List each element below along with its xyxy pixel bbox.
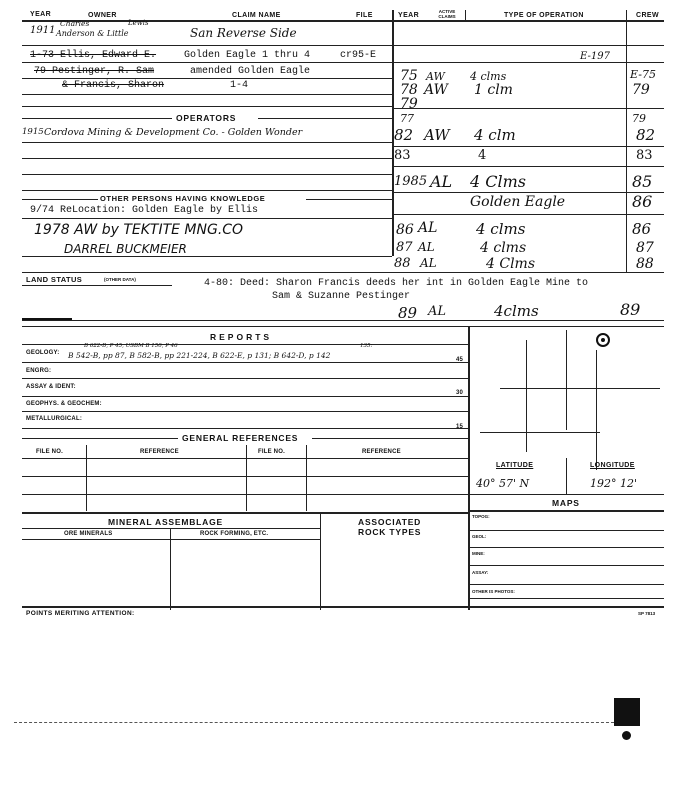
gen-ref-file-no-2: FILE NO. bbox=[258, 449, 285, 455]
other-persons-rule-left bbox=[22, 199, 98, 200]
activity-active: AL bbox=[418, 240, 435, 254]
gen-ref-rule-1 bbox=[22, 458, 468, 459]
gen-ref-reference-2: REFERENCE bbox=[362, 449, 401, 455]
maps-label: MAPS bbox=[552, 498, 580, 508]
other-persons-label: OTHER PERSONS HAVING KNOWLEDGE bbox=[100, 194, 266, 203]
land-status-bottom-rule bbox=[22, 320, 664, 321]
geology-hw-top: B 622-B, P 45, USBM B 150, P 46 bbox=[84, 343, 178, 349]
activity-type: Golden Eagle bbox=[470, 194, 566, 210]
form-number: SP 7813 bbox=[638, 611, 656, 616]
activity-active: AL bbox=[418, 220, 438, 236]
gen-ref-divider-2 bbox=[246, 445, 247, 511]
owner-row1-year: 1911 bbox=[30, 25, 56, 36]
owner-row1-name-b: Anderson & Little bbox=[56, 29, 129, 38]
map-grid-h1 bbox=[500, 388, 660, 389]
geology-hw-top2: 135: bbox=[360, 343, 373, 349]
operators-rule-4 bbox=[22, 190, 392, 191]
assoc-label-2: ROCK TYPES bbox=[358, 527, 422, 537]
other-persons-rule-right bbox=[306, 199, 392, 200]
activity-crew: 82 bbox=[636, 126, 656, 144]
activity-crew: 86 bbox=[632, 220, 652, 238]
land-status-hw-year: 89 bbox=[398, 304, 418, 322]
header-claim-name: CLAIM NAME bbox=[232, 12, 281, 19]
activity-year: 88 bbox=[394, 256, 411, 271]
maps-rule-1 bbox=[468, 530, 664, 531]
owner-row2: 1-73 Ellis, Edward E. bbox=[30, 50, 157, 61]
maps-rule-2 bbox=[468, 547, 664, 548]
activity-rule-7 bbox=[392, 214, 664, 215]
other-persons-rule-1 bbox=[22, 218, 392, 219]
activity-crew: 86 bbox=[632, 192, 653, 211]
reports-rule-3 bbox=[22, 396, 468, 397]
activity-crew: 79 bbox=[632, 82, 650, 98]
operator-year: 1915 bbox=[22, 127, 44, 137]
reports-rule-2 bbox=[22, 378, 468, 379]
registration-block bbox=[614, 698, 640, 726]
latitude-label: LATITUDE bbox=[496, 462, 534, 469]
maps-top-rule bbox=[468, 494, 664, 495]
gen-ref-rule-2 bbox=[22, 476, 468, 477]
activity-year: 79 bbox=[400, 96, 418, 112]
activity-active: AW bbox=[424, 82, 448, 98]
map-grid-v1 bbox=[526, 340, 527, 452]
mineral-divider bbox=[320, 512, 321, 610]
activity-rule-1 bbox=[392, 45, 664, 46]
land-status-hw-crew: 89 bbox=[620, 300, 641, 319]
owner-row2-claim: Golden Eagle 1 thru 4 bbox=[184, 50, 311, 61]
gen-ref-file-no: FILE NO. bbox=[36, 449, 63, 455]
activity-year: 87 bbox=[396, 240, 413, 255]
land-status-top-rule bbox=[22, 272, 664, 273]
active-column-divider bbox=[465, 10, 466, 22]
activity-active: AL bbox=[420, 256, 437, 270]
gen-ref-rule-4 bbox=[22, 512, 468, 514]
owner-row1-name-a: Charles bbox=[60, 19, 90, 28]
activity-crew: 79 bbox=[632, 112, 646, 125]
activity-active: AW bbox=[424, 126, 450, 144]
activity-crew: 83 bbox=[636, 148, 653, 163]
map-grid-h2 bbox=[480, 432, 600, 433]
reports-right-divider bbox=[468, 326, 470, 610]
lat-lon-divider bbox=[566, 458, 567, 494]
rock-forming-label: ROCK FORMING, ETC. bbox=[200, 531, 269, 537]
activity-type: 4 Clms bbox=[470, 172, 527, 191]
activity-rule-3 bbox=[392, 108, 664, 109]
ore-minerals-label: ORE MINERALS bbox=[64, 531, 113, 537]
activity-year: 77 bbox=[400, 112, 414, 125]
activity-crew: E-75 bbox=[630, 68, 656, 81]
activity-type: 1 clm bbox=[474, 82, 513, 98]
activity-year: 83 bbox=[394, 148, 411, 163]
activity-year: 1985 bbox=[394, 174, 428, 189]
reports-num-15: 15 bbox=[456, 424, 464, 430]
activity-type: 4 bbox=[478, 148, 487, 163]
land-status-text2: Sam & Suzanne Pestinger bbox=[272, 291, 411, 302]
owner-row1-name-c: Lewis bbox=[128, 19, 149, 27]
gen-ref-reference: REFERENCE bbox=[140, 449, 179, 455]
owner-row3-claim: amended Golden Eagle bbox=[190, 66, 311, 77]
mineral-label: MINERAL ASSEMBLAGE bbox=[108, 517, 223, 527]
land-status-label: LAND STATUS bbox=[26, 275, 83, 284]
operators-rule-right bbox=[258, 118, 392, 119]
header-active-claims: ACTIVE CLAIMS bbox=[438, 9, 456, 19]
map-assay-label: ASSAY: bbox=[472, 570, 489, 575]
activity-year: 75 bbox=[400, 68, 418, 84]
other-persons-hw1: 1978 AW by TEKTITE MNG.CO bbox=[34, 222, 244, 238]
activity-type: 4 clms bbox=[470, 70, 507, 83]
activity-rule-4 bbox=[392, 146, 664, 147]
reports-label: REPORTS bbox=[210, 332, 273, 342]
mineral-inner-divider bbox=[170, 528, 171, 610]
gen-ref-label: GENERAL REFERENCES bbox=[182, 433, 299, 443]
other-persons-rule-2 bbox=[22, 256, 392, 257]
geology-label: GEOLOGY: bbox=[26, 350, 60, 356]
reports-num-30: 30 bbox=[456, 390, 464, 396]
registration-dot bbox=[622, 731, 631, 740]
header-type-of-operation: TYPE OF OPERATION bbox=[504, 12, 584, 19]
owner-row-rule-1 bbox=[22, 45, 392, 46]
topog-label: TOPOG: bbox=[472, 514, 490, 519]
land-status-hw-active: AL bbox=[428, 304, 447, 319]
header-owner: OWNER bbox=[88, 12, 117, 19]
geophys-label: GEOPHYS. & GEOCHEM: bbox=[26, 401, 102, 407]
activity-crew: 88 bbox=[636, 256, 654, 272]
reports-rule-4 bbox=[22, 411, 468, 412]
map-grid-v2 bbox=[566, 330, 567, 430]
activity-type: 4 clm bbox=[474, 126, 516, 144]
header-crew: CREW bbox=[636, 12, 659, 19]
owner-row-rule-2 bbox=[22, 62, 392, 63]
reports-num-45: 45 bbox=[456, 357, 464, 363]
header-file: FILE bbox=[356, 12, 373, 19]
operators-label: OPERATORS bbox=[176, 113, 237, 123]
geol-label: GEOL: bbox=[472, 534, 487, 539]
owner-row2-file: cr95-E bbox=[340, 50, 377, 61]
longitude-label: LONGITUDE bbox=[590, 462, 635, 469]
scan-edge-dashed-rule bbox=[14, 722, 614, 723]
gen-ref-rule-right bbox=[312, 438, 468, 439]
owner-row-rule-4 bbox=[22, 94, 392, 95]
activity-active: AL bbox=[430, 172, 453, 191]
activity-year: 78 bbox=[400, 82, 418, 98]
land-status-sub: (OTHER DATA) bbox=[104, 277, 136, 282]
points-label: POINTS MERITING ATTENTION: bbox=[26, 610, 135, 617]
operators-rule-2 bbox=[22, 158, 392, 159]
activity-crew: E-197 bbox=[580, 51, 610, 62]
assoc-label-1: ASSOCIATED bbox=[358, 517, 422, 527]
activity-year: 82 bbox=[394, 126, 414, 144]
operators-rule-left bbox=[22, 118, 172, 119]
other-persons-hw2: DARREL BUCKMEIER bbox=[64, 242, 187, 256]
map-grid-v3 bbox=[596, 350, 597, 470]
land-status-underline bbox=[22, 285, 172, 286]
geology-hw: B 542-B, pp 87, B 582-B, pp 221-224, B 622-E, p 131; B 642-D, p 142 bbox=[68, 351, 331, 360]
owner-row4-claim: 1-4 bbox=[230, 80, 249, 91]
other-persons-line1: 9/74 ReLocation: Golden Eagle by Ellis bbox=[30, 205, 259, 216]
activity-year: 86 bbox=[396, 222, 414, 238]
crew-column-divider bbox=[626, 10, 627, 272]
activity-crew: 87 bbox=[636, 240, 654, 256]
engrg-label: ENGRG: bbox=[26, 368, 52, 374]
owner-row4: & Francis, Sharon bbox=[62, 80, 165, 91]
reports-rule-1 bbox=[22, 362, 468, 363]
owner-row-rule-3 bbox=[22, 78, 392, 79]
activity-crew: 85 bbox=[632, 172, 653, 191]
land-status-text1: 4-80: Deed: Sharon Francis deeds her int in Golden Eagle Mine to bbox=[204, 278, 589, 289]
owner-row1-claim: San Reverse Side bbox=[190, 26, 297, 40]
operator-entry: Cordova Mining & Development Co. - Golden Wonder bbox=[44, 127, 303, 138]
gen-ref-rule-left bbox=[22, 438, 178, 439]
activity-rule-2 bbox=[392, 62, 664, 63]
header-top-rule bbox=[22, 20, 664, 22]
gen-ref-rule-3 bbox=[22, 494, 468, 495]
header-year: YEAR bbox=[30, 11, 52, 18]
assay-label: ASSAY & IDENT: bbox=[26, 384, 76, 390]
mine-label: MINE: bbox=[472, 551, 485, 556]
activity-type: 4 Clms bbox=[486, 256, 536, 272]
activity-type: 4 clms bbox=[480, 240, 527, 256]
reports-top-rule bbox=[22, 326, 664, 327]
latitude-value: 40° 57' N bbox=[476, 477, 530, 490]
maps-rule bbox=[468, 510, 664, 512]
maps-rule-4 bbox=[468, 584, 664, 585]
longitude-value: 192° 12' bbox=[590, 477, 638, 490]
owner-row-rule-5 bbox=[22, 106, 392, 107]
locator-dot-icon bbox=[601, 338, 605, 342]
maps-rule-5 bbox=[468, 598, 664, 599]
activity-type: 4 clms bbox=[476, 220, 526, 238]
mineral-rule-1 bbox=[22, 528, 320, 529]
gen-ref-divider-1 bbox=[86, 445, 87, 511]
activity-rule-6 bbox=[392, 192, 664, 193]
footer-rule bbox=[22, 606, 664, 608]
other-photos-label: OTHER IS PHOTOS: bbox=[472, 589, 515, 594]
operators-rule-1 bbox=[22, 142, 392, 143]
activity-active: AW bbox=[426, 70, 445, 83]
activity-rule-5 bbox=[392, 166, 664, 167]
metallurgical-label: METALLURGICAL: bbox=[26, 416, 83, 422]
gen-ref-divider-3 bbox=[306, 445, 307, 511]
owner-row3: 79 Pestinger, R. Sam bbox=[34, 66, 155, 77]
land-status-hw-type: 4clms bbox=[494, 302, 539, 320]
reports-rule-5 bbox=[22, 428, 468, 429]
header-year-2: YEAR bbox=[398, 12, 420, 19]
operators-rule-3 bbox=[22, 174, 392, 175]
maps-rule-3 bbox=[468, 565, 664, 566]
mineral-rule-2 bbox=[22, 539, 320, 540]
